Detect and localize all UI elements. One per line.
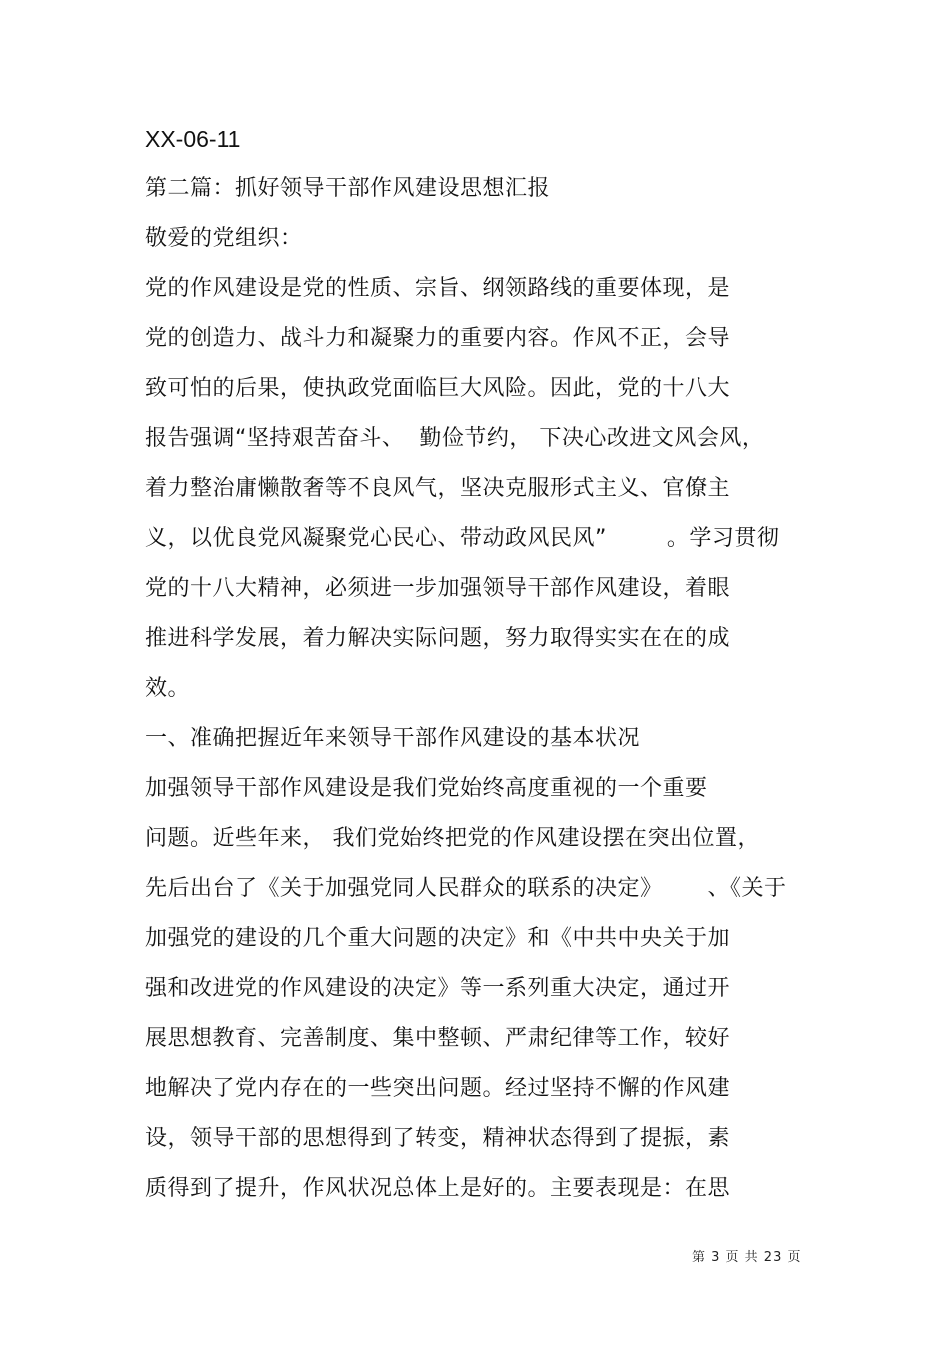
body-line: 加强领导干部作风建设是我们党始终高度重视的一个重要 — [145, 776, 708, 801]
body-line: 党的作风建设是党的性质、宗旨、纲领路线的重要体现，是 — [145, 276, 731, 301]
body-line: 党的创造力、战斗力和凝聚力的重要内容。作风不正，会导 — [145, 326, 731, 351]
body-line: 义，以优良党风凝聚党心民心、带动政风民风” 。学习贯彻 — [145, 526, 780, 551]
body-line: 地解决了党内存在的一些突出问题。经过坚持不懈的作风建 — [145, 1076, 731, 1101]
body-line: 问题。近些年来， 我们党始终把党的作风建设摆在突出位置， — [145, 826, 760, 851]
body-line: 强和改进党的作风建设的决定》等一系列重大决定，通过开 — [145, 976, 731, 1001]
body-line: 先后出台了《关于加强党同人民群众的联系的决定》 、《关于 — [145, 876, 787, 901]
salutation: 敬爱的党组织： — [145, 226, 303, 251]
section-heading: 一、准确把握近年来领导干部作风建设的基本状况 — [145, 726, 641, 751]
document-title: 第二篇：抓好领导干部作风建设思想汇报 — [145, 176, 551, 201]
body-line: 加强党的建设的几个重大问题的决定》和《中共中央关于加 — [145, 926, 731, 951]
page-number-footer: 第 3 页 共 23 页 — [692, 1250, 802, 1265]
body-line: 报告强调“坚持艰苦奋斗、 勤俭节约， 下决心改进文风会风， — [145, 426, 765, 451]
body-line: 着力整治庸懒散奢等不良风气，坚决克服形式主义、官僚主 — [145, 476, 731, 501]
body-line: 效。 — [145, 676, 191, 701]
document-date: XX-06-11 — [145, 126, 241, 152]
body-line: 党的十八大精神，必须进一步加强领导干部作风建设，着眼 — [145, 576, 731, 601]
body-line: 设，领导干部的思想得到了转变，精神状态得到了提振，素 — [145, 1126, 731, 1151]
body-line: 质得到了提升，作风状况总体上是好的。主要表现是：在思 — [145, 1176, 731, 1201]
body-line: 展思想教育、完善制度、集中整顿、严肃纪律等工作，较好 — [145, 1026, 731, 1051]
body-line: 推进科学发展，着力解决实际问题，努力取得实实在在的成 — [145, 626, 731, 651]
body-line: 致可怕的后果，使执政党面临巨大风险。因此，党的十八大 — [145, 376, 731, 401]
